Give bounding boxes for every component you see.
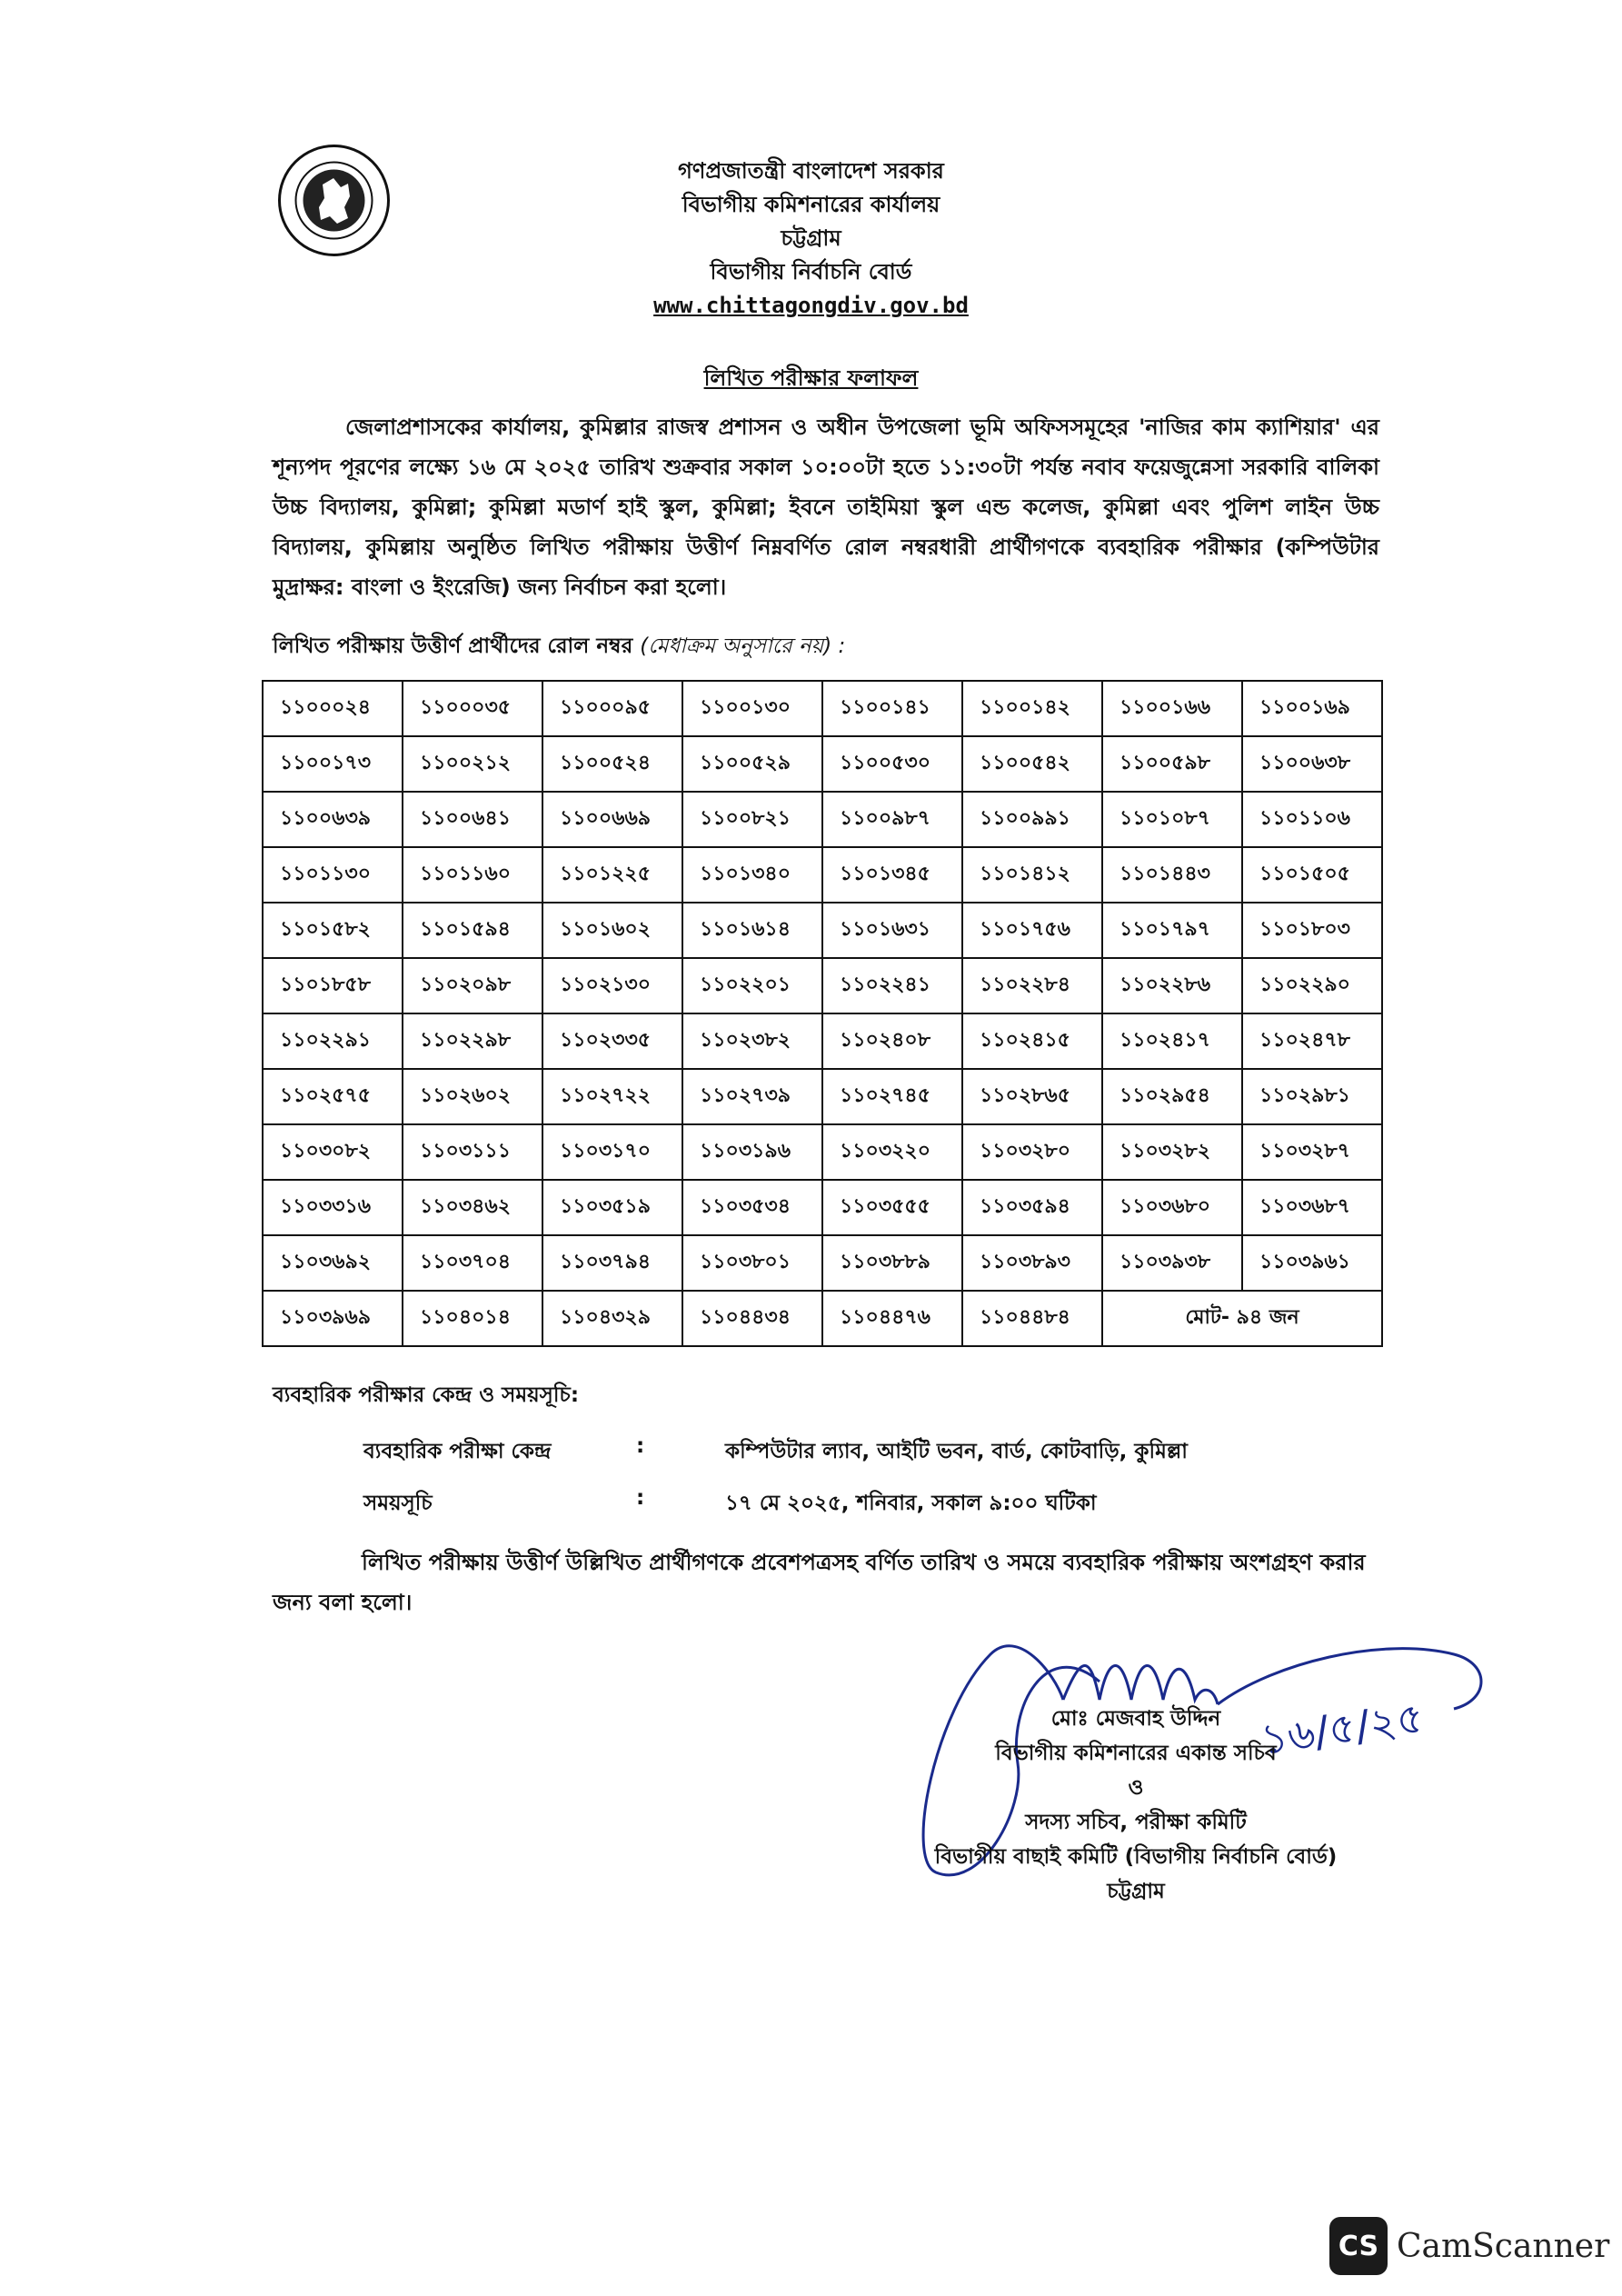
- roll-cell: ১১০৩৬৯২: [263, 1235, 403, 1291]
- table-row: [263, 736, 1382, 792]
- roll-cell: ১১০৩৪৬২: [403, 1180, 542, 1235]
- roll-cell: ১১০০৬৬৯: [542, 792, 682, 847]
- header-board: বিভাগীয় নির্বাচনি বোর্ড: [710, 259, 912, 285]
- roll-cell: ১১০০৫২৪: [542, 736, 682, 792]
- camscanner-label: CamScanner: [1397, 2227, 1610, 2265]
- roll-cell: ১১০৩২৮০: [962, 1124, 1102, 1180]
- table-row: [263, 1013, 1382, 1069]
- signatory-name: মোঃ মেজবাহ উদ্দিন: [1050, 1707, 1221, 1731]
- roll-cell: ১১০২৩৮২: [682, 1013, 822, 1069]
- roll-cell: ১১০১৬৩১: [822, 903, 962, 958]
- roll-cell: ১১০৩৬৮৭: [1242, 1180, 1382, 1235]
- intro-paragraph: জেলাপ্রশাসকের কার্যালয়, কুমিল্লার রাজস্ব প্রশাসন ও অধীন উপজেলা ভূমি অফিসসমূহের 'নাজির কাম ক্যাশিয়ার' এর শূন্যপদ পূরণের লক্ষ্যে ১৬ মে ২০২৫ তারিখ শুক্রবার সকাল ১০:০০টা হতে ১১:৩০টা পর্যন্ত নবাব ফয়েজুন্নেসা সরকারি বালিকা উচ্চ বিদ্যালয়, কুমিল্লা; কুমিল্লা মডার্ণ হাই স্কুল, কুমিল্লা; ইবনে তাইমিয়া স্কুল এন্ড কলেজ, কুমিল্লা এবং পুলিশ লাইন উচ্চ বিদ্যালয়, কুমিল্লায় অনুষ্ঠিত লিখিত পরীক্ষায় উত্তীর্ণ নিম্নবর্ণিত রোল নম্বরধারী প্রার্থীগণকে ব্যবহারিক পরীক্ষার (কম্পিউটার মুদ্রাক্ষর: বাংলা ও ইংরেজি) জন্য নির্বাচন করা হলো।: [273, 414, 1379, 600]
- roll-cell: ১১০০৫৪২: [962, 736, 1102, 792]
- roll-cell: ১১০১৭৯৭: [1102, 903, 1242, 958]
- time-label: সময়সূচি: [363, 1492, 433, 1515]
- roll-cell: ১১০০৫২৯: [682, 736, 822, 792]
- camscanner-watermark: [1329, 2216, 1609, 2276]
- roll-cell: ১১০১১০৬: [1242, 792, 1382, 847]
- roll-cell: ১১০৩১৭০: [542, 1124, 682, 1180]
- signatory-location: চট্টগ্রাম: [1107, 1880, 1165, 1903]
- roll-cell: ১১০২৭২২: [542, 1069, 682, 1124]
- roll-cell: ১১০২২৪১: [822, 958, 962, 1013]
- roll-cell: ১১০২২৯১: [263, 1013, 403, 1069]
- roll-cell: ১১০১৬০২: [542, 903, 682, 958]
- roll-cell: ১১০৪০১৪: [403, 1291, 542, 1346]
- table-row: [263, 958, 1382, 1013]
- time-colon: :: [636, 1486, 645, 1510]
- roll-cell: ১১০৩৮৯৩: [962, 1235, 1102, 1291]
- roll-cell: ১১০২৪১৭: [1102, 1013, 1242, 1069]
- roll-cell: ১১০৩৭০৪: [403, 1235, 542, 1291]
- roll-cell: ১১০১০৮৭: [1102, 792, 1242, 847]
- roll-cell: ১১০০১৪২: [962, 681, 1102, 736]
- roll-cell: ১১০৩১১১: [403, 1124, 542, 1180]
- roll-cell: ১১০০০৩৫: [403, 681, 542, 736]
- roll-cell: ১১০০১৬৯: [1242, 681, 1382, 736]
- roll-cell: ১১০০০২৪: [263, 681, 403, 736]
- roll-cell: ১১০১৩৪০: [682, 847, 822, 903]
- roll-cell: ১১০০৯৮৭: [822, 792, 962, 847]
- roll-cell: ১১০০৬৩৮: [1242, 736, 1382, 792]
- page-title: লিখিত পরীক্ষার ফলাফল: [703, 365, 919, 391]
- roll-list-heading-text: লিখিত পরীক্ষায় উত্তীর্ণ প্রার্থীদের রোল নম্বর: [273, 634, 633, 658]
- roll-cell: ১১০০১৪১: [822, 681, 962, 736]
- roll-list-heading-note: (মেধাক্রম অনুসারে নয়) :: [640, 634, 846, 658]
- roll-cell: ১১০২৪১৫: [962, 1013, 1102, 1069]
- roll-cell: ১১০০৬৩৯: [263, 792, 403, 847]
- roll-cell: ১১০০১৬৬: [1102, 681, 1242, 736]
- closing-paragraph: লিখিত পরীক্ষায় উত্তীর্ণ উল্লিখিত প্রার্থীগণকে প্রবেশপত্রসহ বর্ণিত তারিখ ও সময়ে ব্যবহারিক পরীক্ষায় অংশগ্রহণ করার জন্য বলা হলো।: [273, 1550, 1366, 1615]
- roll-cell: ১১০৪৪৭৬: [822, 1291, 962, 1346]
- table-row: [263, 1291, 1382, 1346]
- camscanner-logo-icon: CS: [1329, 2217, 1388, 2275]
- signatory-designation-3: বিভাগীয় বাছাই কমিটি (বিভাগীয় নির্বাচনি বোর্ড): [934, 1845, 1338, 1869]
- center-colon: :: [636, 1434, 645, 1458]
- time-value: ১৭ মে ২০২৫, শনিবার, সকাল ৯:০০ ঘটিকা: [725, 1492, 1097, 1515]
- center-label: ব্যবহারিক পরীক্ষা কেন্দ্র: [363, 1440, 552, 1463]
- table-row: [263, 681, 1382, 736]
- roll-cell: ১১০৩৫৯৪: [962, 1180, 1102, 1235]
- table-row: [263, 847, 1382, 903]
- table-row: [263, 1069, 1382, 1124]
- roll-cell: ১১০২২০১: [682, 958, 822, 1013]
- roll-cell: ১১০১৫৯৪: [403, 903, 542, 958]
- roll-cell: ১১০১৪৪৩: [1102, 847, 1242, 903]
- roll-cell: ১১০৩২৮৭: [1242, 1124, 1382, 1180]
- signatory-designation-1: বিভাগীয় কমিশনারের একান্ত সচিব: [995, 1742, 1277, 1765]
- roll-cell: ১১০১১৩০: [263, 847, 403, 903]
- signatory-designation-2: সদস্য সচিব, পরীক্ষা কমিটি: [1025, 1811, 1247, 1834]
- table-row: [263, 1235, 1382, 1291]
- roll-cell: ১১০৩৫৩৪: [682, 1180, 822, 1235]
- roll-cell: ১১০২৭৪৫: [822, 1069, 962, 1124]
- roll-cell: ১১০৩১৯৬: [682, 1124, 822, 1180]
- roll-cell: ১১০৩৯৬৯: [263, 1291, 403, 1346]
- roll-cell: ১১০১২২৫: [542, 847, 682, 903]
- roll-cell: ১১০২২৯০: [1242, 958, 1382, 1013]
- roll-cell: ১১০১৪১২: [962, 847, 1102, 903]
- roll-cell: ১১০২২৮৬: [1102, 958, 1242, 1013]
- roll-cell: ১১০৩২২০: [822, 1124, 962, 1180]
- roll-cell: ১১০৩৫৫৫: [822, 1180, 962, 1235]
- roll-cell: ১১০১৬১৪: [682, 903, 822, 958]
- roll-cell: ১১০১৫৮২: [263, 903, 403, 958]
- roll-cell: ১১০২২৮৪: [962, 958, 1102, 1013]
- header-city: চট্টগ্রাম: [781, 225, 841, 251]
- roll-cell: ১১০৩২৮২: [1102, 1124, 1242, 1180]
- roll-cell: ১১০২৩৩৫: [542, 1013, 682, 1069]
- website-link[interactable]: www.chittagongdiv.gov.bd: [653, 293, 969, 318]
- roll-cell: ১১০৪৩২৯: [542, 1291, 682, 1346]
- roll-cell: ১১০২৪০৮: [822, 1013, 962, 1069]
- roll-cell: ১১০২৮৬৫: [962, 1069, 1102, 1124]
- roll-cell: ১১০০২১২: [403, 736, 542, 792]
- roll-cell: ১১০২৬০২: [403, 1069, 542, 1124]
- table-row: [263, 1180, 1382, 1235]
- roll-cell: ১১০০৯৯১: [962, 792, 1102, 847]
- roll-list-heading: [273, 629, 845, 664]
- roll-cell: ১১০৩৫১৯: [542, 1180, 682, 1235]
- table-row: [263, 1124, 1382, 1180]
- roll-number-table: [262, 680, 1383, 1347]
- roll-cell: ১১০২০৯৮: [403, 958, 542, 1013]
- roll-cell: ১১০০৫৩০: [822, 736, 962, 792]
- roll-cell: ১১০১৮০৩: [1242, 903, 1382, 958]
- header-government: গণপ্রজাতন্ত্রী বাংলাদেশ সরকার: [678, 158, 944, 184]
- header-office: বিভাগীয় কমিশনারের কার্যালয়: [682, 192, 940, 217]
- roll-cell: ১১০২২৯৮: [403, 1013, 542, 1069]
- roll-cell: ১১০২৪৭৮: [1242, 1013, 1382, 1069]
- center-value: কম্পিউটার ল্যাব, আইটি ভবন, বার্ড, কোটবাড়ি, কুমিল্লা: [725, 1440, 1188, 1463]
- table-row: [263, 903, 1382, 958]
- roll-cell: ১১০২১৩০: [542, 958, 682, 1013]
- roll-cell: ১১০৩৯৩৮: [1102, 1235, 1242, 1291]
- roll-cell: ১১০০৫৯৮: [1102, 736, 1242, 792]
- roll-cell: ১১০০০৯৫: [542, 681, 682, 736]
- total-count: মোট- ৯৪ জন: [1102, 1291, 1382, 1346]
- roll-cell: ১১০১৭৫৬: [962, 903, 1102, 958]
- roll-cell: ১১০০৬৪১: [403, 792, 542, 847]
- roll-cell: ১১০১১৬০: [403, 847, 542, 903]
- roll-cell: ১১০১৫০৫: [1242, 847, 1382, 903]
- roll-cell: ১১০০৮২১: [682, 792, 822, 847]
- roll-cell: ১১০৩৯৬১: [1242, 1235, 1382, 1291]
- roll-cell: ১১০৩৮০১: [682, 1235, 822, 1291]
- roll-cell: ১১০২৫৭৫: [263, 1069, 403, 1124]
- roll-cell: ১১০১৩৪৫: [822, 847, 962, 903]
- roll-cell: ১১০২৯৮১: [1242, 1069, 1382, 1124]
- roll-cell: ১১০৪৪৩৪: [682, 1291, 822, 1346]
- signature-date: ১৬/৫/২৫: [1258, 1692, 1428, 1764]
- roll-cell: ১১০৩৭৯৪: [542, 1235, 682, 1291]
- roll-cell: ১১০৩৩১৬: [263, 1180, 403, 1235]
- roll-cell: ১১০০১৭৩: [263, 736, 403, 792]
- roll-cell: ১১০১৮৫৮: [263, 958, 403, 1013]
- signatory-and: ও: [1128, 1776, 1144, 1800]
- roll-cell: ১১০৪৪৮৪: [962, 1291, 1102, 1346]
- roll-cell: ১১০২৯৫৪: [1102, 1069, 1242, 1124]
- roll-cell: ১১০২৭৩৯: [682, 1069, 822, 1124]
- roll-cell: ১১০৩০৮২: [263, 1124, 403, 1180]
- roll-cell: ১১০০১৩০: [682, 681, 822, 736]
- roll-cell: ১১০৩৬৮০: [1102, 1180, 1242, 1235]
- schedule-heading: ব্যবহারিক পরীক্ষার কেন্দ্র ও সময়সূচি:: [273, 1383, 580, 1407]
- table-row: [263, 792, 1382, 847]
- roll-cell: ১১০৩৮৮৯: [822, 1235, 962, 1291]
